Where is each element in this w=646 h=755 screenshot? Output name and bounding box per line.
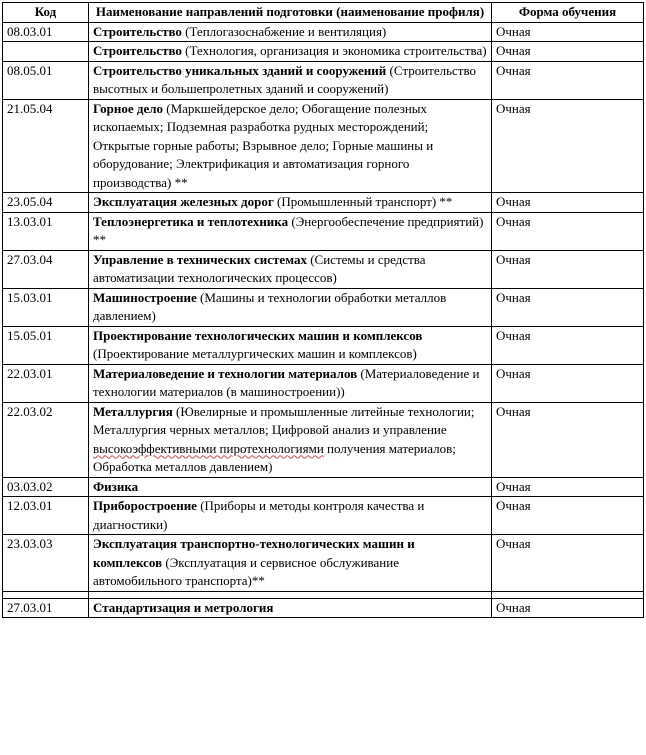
row-code: 13.03.01 — [3, 212, 89, 250]
spellcheck-underlined-text: высокоэффективными пиротехнологиями — [93, 440, 324, 456]
program-profile-continued: получения материалов; Обработка металлов давлением) — [93, 440, 456, 474]
row-code: 22.03.01 — [3, 364, 89, 402]
program-profile: (Эксплуатация и сервисное обслуживание автомобильного транспорта)** — [93, 554, 399, 588]
program-profile: (Теплогазоснабжение и вентиляция) — [181, 23, 387, 39]
row-form: Очная — [492, 250, 644, 288]
row-form: Очная — [492, 402, 644, 477]
program-name: Металлургия — [93, 403, 173, 419]
program-name: Строительство — [93, 43, 182, 58]
row-form: Очная — [492, 326, 644, 364]
row-program — [89, 193, 492, 213]
row-program — [89, 99, 492, 193]
row-form: Очная — [492, 497, 644, 535]
program-name: Приборостроение — [93, 498, 197, 513]
row-form: Очная — [492, 42, 644, 62]
row-code: 22.03.02 — [3, 402, 89, 477]
program-profile: (Материаловедение и технологии материалов (в машиностроении)) — [93, 365, 480, 399]
header-program: Наименование направлений подготовки (наименование профиля) — [89, 3, 492, 23]
program-profile: (Ювелирные и промышленные литейные технологии; Металлургия черных металлов; Цифровой анализ и управление — [93, 403, 475, 437]
program-name: Строительство уникальных зданий и сооружений — [93, 62, 387, 78]
table-row — [3, 22, 644, 42]
row-code: 27.03.01 — [3, 598, 89, 617]
program-name: Материаловедение и технологии материалов — [93, 365, 358, 381]
program-name: Управление в технических системах — [93, 251, 307, 267]
row-program — [89, 598, 492, 617]
program-name: Проектирование технологических машин и комплексов — [93, 327, 423, 343]
program-name: Эксплуатация транспортно-технологических машин и комплексов — [93, 536, 415, 570]
table-row — [3, 326, 644, 364]
row-code: 27.03.04 — [3, 250, 89, 288]
row-form: Очная — [492, 535, 644, 592]
row-program — [89, 61, 492, 99]
row-form: Очная — [492, 193, 644, 213]
row-code: 12.03.01 — [3, 497, 89, 535]
row-form: Очная — [492, 477, 644, 497]
table-row — [3, 250, 644, 288]
table-row — [3, 193, 644, 213]
table-row — [3, 288, 644, 326]
blank-cell — [89, 591, 492, 598]
program-profile: (Приборы и методы контроля качества и диагностики) — [93, 498, 425, 532]
table-row-blank — [3, 591, 644, 598]
table-row — [3, 99, 644, 193]
row-code: 08.05.01 — [3, 61, 89, 99]
table-row — [3, 477, 644, 497]
program-name: Стандартизация и метрология — [93, 599, 274, 615]
program-profile: (Строительство высотных и большепролетных зданий и сооружений) — [93, 62, 477, 96]
row-form: Очная — [492, 364, 644, 402]
row-form: Очная — [492, 22, 644, 42]
table-row — [3, 61, 644, 99]
blank-cell — [492, 591, 644, 598]
table-row — [3, 497, 644, 535]
row-code: 03.03.02 — [3, 477, 89, 497]
row-program — [89, 250, 492, 288]
program-profile: (Маркшейдерское дело; Обогащение полезных ископаемых; Подземная разработка рудных месторождений; Открытые горные работы; Взрывное дело; Горные машины и оборудование; Электрификация и автоматизация горного производства) ** — [93, 100, 434, 190]
program-profile: (Технология, организация и экономика строительства) — [181, 43, 487, 58]
row-form: Очная — [492, 288, 644, 326]
row-program — [89, 364, 492, 402]
row-program — [89, 288, 492, 326]
row-form: Очная — [492, 99, 644, 193]
row-code: 15.05.01 — [3, 326, 89, 364]
table-row — [3, 364, 644, 402]
row-program — [89, 22, 492, 42]
row-code: 15.03.01 — [3, 288, 89, 326]
row-code: 23.03.03 — [3, 535, 89, 592]
row-program — [89, 42, 492, 62]
program-name: Машиностроение — [93, 289, 197, 305]
program-name: Строительство — [93, 23, 182, 39]
row-program — [89, 326, 492, 364]
row-code — [3, 42, 89, 62]
programs-table — [2, 2, 644, 618]
row-form: Очная — [492, 212, 644, 250]
program-name: Горное дело — [93, 100, 164, 116]
table-row — [3, 535, 644, 592]
row-program — [89, 477, 492, 497]
program-profile: (Системы и средства автоматизации технологических процессов) — [93, 251, 426, 285]
row-program — [89, 535, 492, 592]
program-name: Эксплуатация железных дорог — [93, 194, 274, 209]
table-row — [3, 598, 644, 617]
program-profile: (Проектирование металлургических машин и комплексов) — [93, 346, 417, 361]
header-code: Код — [3, 3, 89, 23]
row-program — [89, 402, 492, 477]
program-profile: (Энергообеспечение предприятий) ** — [93, 213, 484, 247]
row-program — [89, 212, 492, 250]
row-program — [89, 497, 492, 535]
program-profile: (Промышленный транспорт) ** — [273, 194, 453, 209]
table-row — [3, 402, 644, 477]
program-profile: (Машины и технологии обработки металлов давлением) — [93, 289, 447, 323]
row-code: 21.05.04 — [3, 99, 89, 193]
row-code: 23.05.04 — [3, 193, 89, 213]
program-name: Теплоэнергетика и теплотехника — [93, 213, 289, 229]
row-form: Очная — [492, 61, 644, 99]
table-header-row — [3, 3, 644, 23]
blank-cell — [3, 591, 89, 598]
table-row — [3, 212, 644, 250]
header-form: Форма обучения — [492, 3, 644, 23]
table-row — [3, 42, 644, 62]
program-name: Физика — [93, 478, 139, 494]
row-form: Очная — [492, 598, 644, 617]
row-code: 08.03.01 — [3, 22, 89, 42]
